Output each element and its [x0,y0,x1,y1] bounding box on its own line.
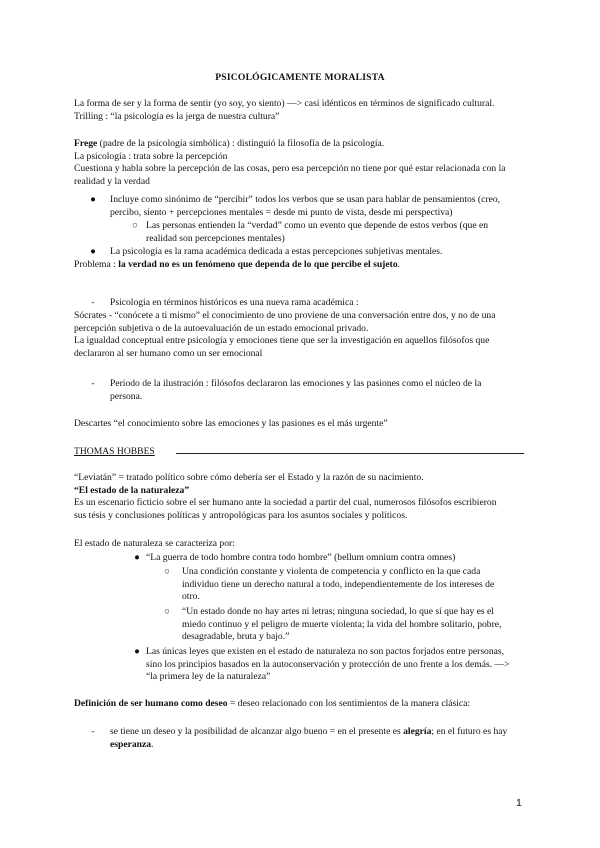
bullet-circle-icon: ○ [164,566,170,577]
sub-bullet-line: realidad son percepciones mentales) [146,232,285,244]
dash-item [110,297,520,310]
socrates-line: percepción subjetiva o de la autoevaluación de un estado emocional privado. [74,322,369,334]
bullet-item [146,552,524,565]
sub-bullet-line: otro. [182,591,200,603]
bullet-item [110,246,520,259]
dash-icon: - [91,726,95,737]
igualdad-line: La igualdad conceptual entre psicología y emociones tiene que ser la investigación en aquellos filósofos que [74,335,490,347]
descartes-text: Descartes “el conocimiento sobre las emociones y las pasiones es el más urgente” [74,418,388,429]
bullet-line: percibo, siento + percepciones mentales = desde mi punto de vista, desde mi perspectiva) [110,206,453,218]
bullet-dot-icon: ● [134,552,140,563]
frege-text: (padre de la psicología simbólica) : distinguió la filosofía de la psicología. [97,138,385,149]
dash-item [110,378,520,403]
section-heading [74,446,184,459]
sub-bullet-line: “Un estado donde no hay artes ni letras; ninguna sociedad, lo que sí que hay es el [182,606,494,617]
bullet-line: “la primera ley de la naturaleza” [146,671,271,683]
sub-bullet-item [182,606,524,644]
descartes-line [74,418,526,431]
socrates-line: Sócrates - “conócete a ti mismo” el conocimiento de uno proviene de una conversación entre dos, y no de una [74,310,496,321]
sub-bullet-line: miedo continuo y el peligro de muerte violenta; la vida del hombre solitario, pobre, [182,618,502,630]
sub-bullet-item [146,220,520,245]
deseo-end: . [151,738,154,750]
sub-bullet-line: Las personas entienden la “verdad” como un evento que depende de estos verbos (que en [146,220,489,231]
sub-bullet-line: Una condición constante y violenta de competencia y conflicto en la que cada [182,566,481,577]
socrates-paragraph [74,310,526,361]
definicion-bold: Definición de ser humano como deseo [74,698,228,709]
bullet-item [110,194,520,219]
definicion-line [74,698,526,711]
esperanza-word: esperanza [110,738,152,750]
dash-line: persona. [110,390,143,402]
page-number: 1 [516,797,522,809]
sub-bullet-item [182,566,524,604]
bullet-circle-icon: ○ [164,606,170,617]
problema-line [74,259,526,272]
dash-item [110,726,524,751]
bullet-dot-icon: ● [90,246,96,257]
sub-bullet-line: individuo tiene un derecho natural a todo, independientemente de los intereses de [182,578,495,590]
problema-label: Problema : [74,259,119,270]
dash-icon: - [91,297,95,308]
intro-paragraph [74,98,526,123]
igualdad-line: declararon al ser humano como un ser emocional [74,348,263,360]
bullet-line: “La guerra de todo hombre contra todo hombre” (bellum omnium contra omnes) [146,552,456,563]
dash-icon: - [91,378,95,389]
problema-bold: la verdad no es un fenómeno que dependa de lo que percibe el sujeto [118,259,398,270]
frege-paragraph [74,138,526,189]
bullet-circle-icon: ○ [132,220,138,231]
dash-line: Periodo de la ilustración : filósofos declararon las emociones y las pasiones como el núcleo de la [110,378,482,389]
estado-naturaleza-title: “El estado de la naturaleza” [74,484,190,496]
escenario-line: sus tésis y conclusiones políticas y antropológicas para los asuntos sociales y políticos. [74,510,408,522]
psicologia-line: La psicología : trata sobre la percepción [74,150,228,162]
deseo-text: se tiene un deseo y la posibilidad de alcanzar algo bueno = en el presente es [110,726,404,737]
bullet-line: Incluye como sinónimo de “percibir” todos los verbos que se usan para hablar de pensamientos (creo, [110,194,501,205]
deseo-text: ; en el futuro es hay [431,726,508,737]
bullet-line: sino los principios basados en la autoconservación y protección de uno frente a los demás. —> [146,658,510,670]
leviatan-paragraph [74,472,526,523]
frege-label: Frege [74,138,98,149]
intro-line: La forma de ser y la forma de sentir (yo soy, yo siento) —> casi idénticos en términos de significado cultural. [74,98,495,109]
escenario-line: Es un escenario ficticio sobre el ser humano ante la sociedad a partir del cual, numerosos filósofos escribieron [74,497,497,509]
definicion-text: = deseo relacionado con los sentimientos de la manera clásica: [227,698,471,709]
alegria-word: alegría [403,726,432,737]
cuestiona-line: realidad y la verdad [74,176,150,188]
cuestiona-line: Cuestiona y habla sobre la percepción de las cosas, pero esa percepción no tiene por qué estar relacionada con la [74,163,506,175]
heading-rule [176,453,524,454]
leviatan-line: “Leviatán” = tratado político sobre cómo debería ser el Estado y la razón de su nacimiento. [74,472,424,483]
hobbes-heading: THOMAS HOBBES [74,446,155,457]
caracteriza-text: El estado de naturaleza se caracteriza por: [74,538,235,549]
sub-bullet-line: desagradable, bruta y bajo.” [182,631,290,643]
bullet-dot-icon: ● [134,646,140,657]
bullet-line: Las únicas leyes que existen en el estado de naturaleza no son pactos forjados entre personas, [146,646,505,657]
dash-line: Psicología en términos históricos es una nueva rama académica : [110,297,359,308]
intro-line: Trilling : “la psicología es la jerga de nuestra cultura” [74,110,280,122]
bullet-item [146,646,524,684]
bullet-dot-icon: ● [90,194,96,205]
page-title: PSICOLÓGICAMENTE MORALISTA [215,72,385,83]
problema-end: . [397,259,401,270]
caracteriza-line [74,538,526,551]
bullet-line: La psicología es la rama académica dedicada a estas percepciones subjetivas mentales. [110,246,443,257]
